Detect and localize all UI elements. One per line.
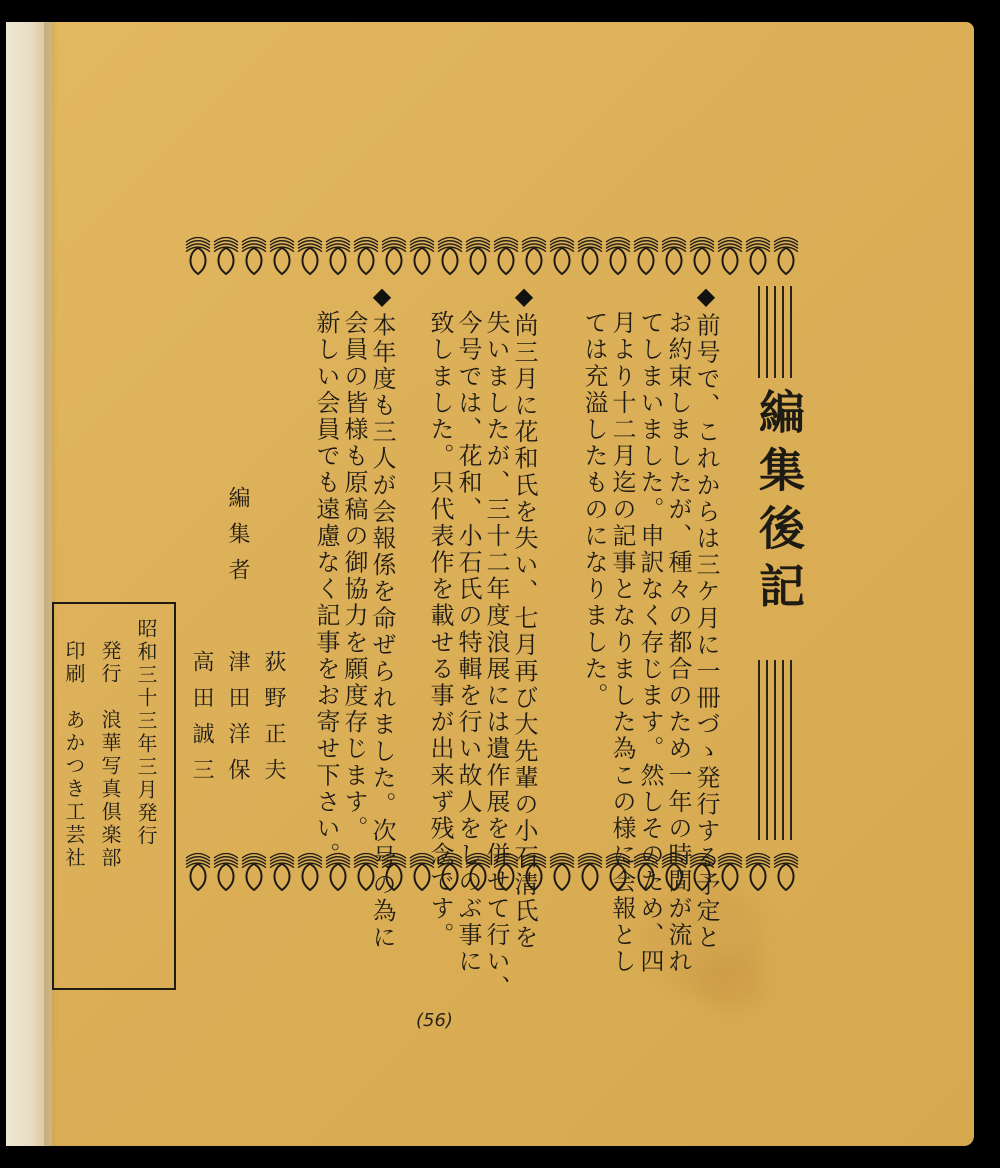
leaf-ornament-icon xyxy=(550,854,574,891)
paragraph-1-line-2: お約束しましたが、種々の都合のため一年の時間が流れ xyxy=(664,310,692,975)
paragraph-2-line-4: 致しました。只代表作を載せる事が出来ず残念です。 xyxy=(426,310,454,949)
leaf-ornament-icon xyxy=(270,238,294,275)
diamond-bullet-icon: ◆ xyxy=(692,282,720,313)
page-number: (56) xyxy=(416,1010,453,1031)
leaf-ornament-icon xyxy=(746,238,770,275)
leaf-ornament-icon xyxy=(690,238,714,275)
leaf-ornament-icon xyxy=(186,854,210,891)
paragraph-2-line-1: ◆尚三月に花和氏を失い、七月再び大先輩の小石清氏を xyxy=(510,282,538,952)
leaf-ornament-icon xyxy=(298,238,322,275)
leaf-ornament-icon xyxy=(326,238,350,275)
paragraph-1-line-3: てしまいました。申訳なく存じます。然しそのため、四 xyxy=(636,310,664,975)
leaf-ornament-icon xyxy=(662,238,686,275)
paragraph-3-line-2: 会員の皆様も原稿の御協力を願度存じます。 xyxy=(340,310,368,842)
paragraph-1-line-1: ◆前号で、これからは三ケ月に一冊づゝ発行する予定と xyxy=(692,282,720,952)
leaf-ornament-icon xyxy=(718,238,742,275)
leaf-ornament-icon xyxy=(606,238,630,275)
paragraph-3-line-1: ◆本年度も三人が会報係を命ぜられました。次号の為に xyxy=(368,282,396,952)
paragraph-3-line-3: 新しい会員でも遠慮なく記事をお寄せ下さい。 xyxy=(312,310,340,869)
publication-date: 昭和三十三年三月発行 xyxy=(134,618,158,848)
leaf-ornament-icon xyxy=(578,238,602,275)
leaf-ornament-icon xyxy=(270,854,294,891)
leaf-ornament-icon xyxy=(242,238,266,275)
leaf-ornament-icon xyxy=(774,238,798,275)
editor-name: 高田誠三 xyxy=(189,650,214,794)
editor-name: 津田洋保 xyxy=(225,650,250,794)
paragraph-2-line-2: 失いましたが、三十二年度浪展には遺作展を併せて行い、 xyxy=(482,310,510,1002)
publisher-line: 発行 浪華写真倶楽部 xyxy=(98,640,122,870)
leaf-ornament-icon xyxy=(354,238,378,275)
title-rule-bottom xyxy=(752,660,796,840)
leaf-ornament-icon xyxy=(634,238,658,275)
paragraph-1-line-4: 月より十二月迄の記事となりました為この様に会報とし xyxy=(608,310,636,975)
leaf-ornament-icon xyxy=(242,854,266,891)
diamond-bullet-icon: ◆ xyxy=(510,282,538,313)
paper-stain xyxy=(696,952,766,1012)
editors-label: 編集者 xyxy=(225,486,250,594)
page-title: 編集後記 xyxy=(752,388,806,620)
leaf-ornament-icon xyxy=(438,238,462,275)
diamond-bullet-icon: ◆ xyxy=(368,282,396,313)
paragraph-2-line-3: 今号では、花和、小石氏の特輯を行い故人をしのぶ事に xyxy=(454,310,482,975)
leaf-ornament-icon xyxy=(522,238,546,275)
top-leaf-border xyxy=(184,232,820,278)
leaf-ornament-icon xyxy=(578,854,602,891)
leaf-ornament-icon xyxy=(774,854,798,891)
leaf-ornament-icon xyxy=(494,238,518,275)
leaf-ornament-icon xyxy=(466,238,490,275)
leaf-ornament-icon xyxy=(746,854,770,891)
printer-line: 印刷 あかつき工芸社 xyxy=(62,640,86,870)
editor-name: 荻野正夫 xyxy=(261,650,286,794)
paragraph-1-line-5: ては充溢したものになりました。 xyxy=(580,310,608,709)
leaf-ornament-icon xyxy=(214,238,238,275)
leaf-ornament-icon xyxy=(382,238,406,275)
leaf-ornament-icon xyxy=(186,238,210,275)
leaf-ornament-icon xyxy=(214,854,238,891)
leaf-ornament-icon xyxy=(410,238,434,275)
leaf-ornament-icon xyxy=(550,238,574,275)
title-rule-top xyxy=(752,286,796,378)
leaf-ornament-icon xyxy=(718,854,742,891)
